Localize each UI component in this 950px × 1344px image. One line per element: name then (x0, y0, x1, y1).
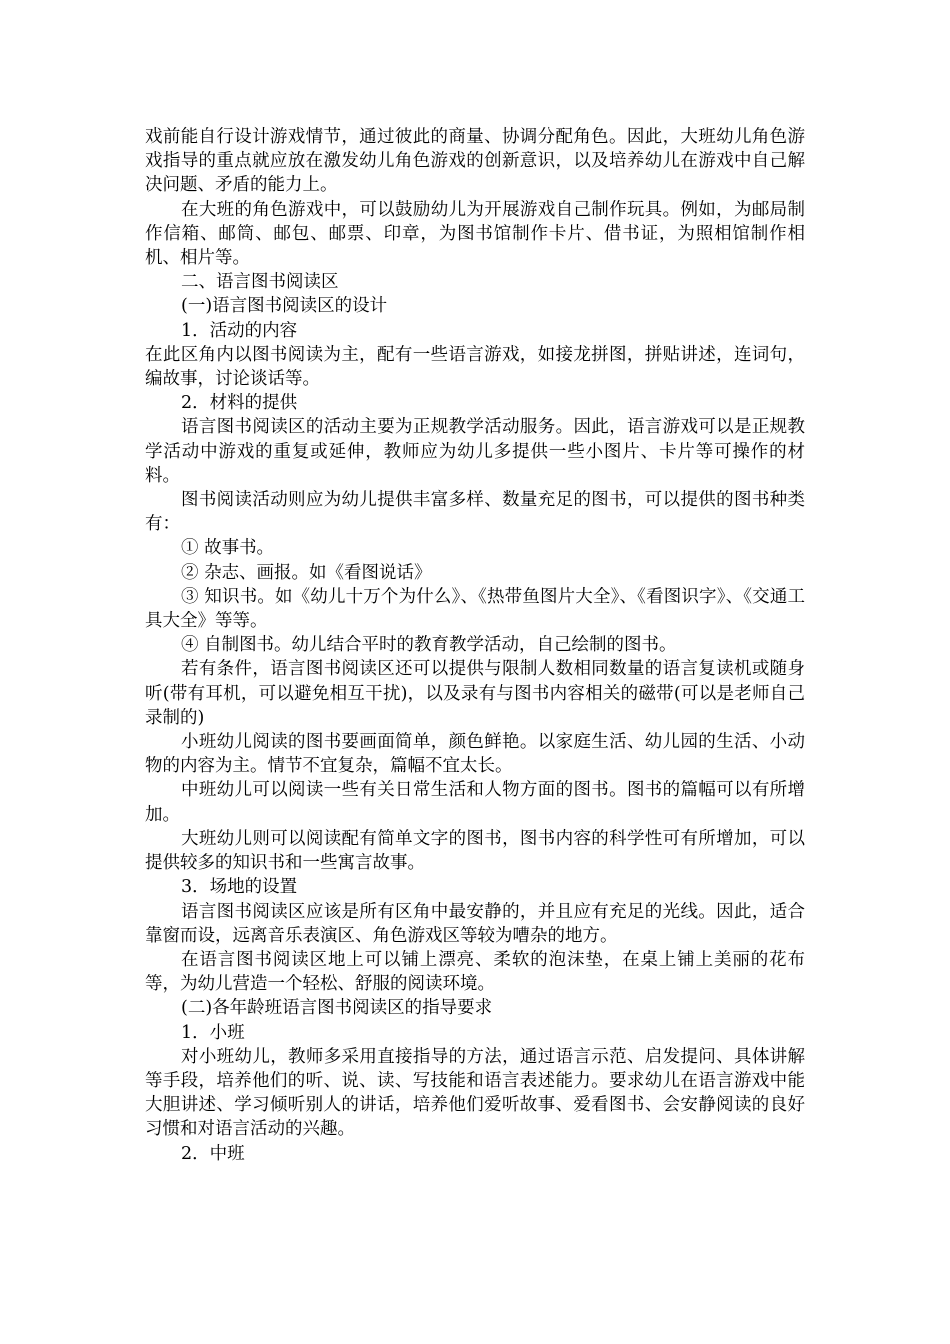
item-heading: 2．材料的提供 (181, 393, 298, 414)
paragraph: 大班幼儿则可以阅读配有简单文字的图书，图书内容的科学性可有所增加，可以提供较多的知识书和一些寓言故事。 (145, 828, 805, 874)
paragraph: 图书阅读活动则应为幼儿提供丰富多样、数量充足的图书，可以提供的图书种类有： (145, 490, 805, 535)
paragraph: 对小班幼儿，教师多采用直接指导的方法，通过语言示范、启发提问、具体讲解等手段，培养他们的听、说、读、写技能和语言表述能力。要求幼儿在语言游戏中能大胆讲述、学习倾听别人的讲话，培养他们爱听故事、爱看图书、会安静阅读的良好习惯和对语言活动的兴趣。 (145, 1046, 805, 1140)
document-body (145, 125, 805, 1166)
item-heading: 2．中班 (181, 1143, 245, 1164)
item-heading: 1．小班 (181, 1022, 245, 1043)
list-item: ① 故事书。 (181, 538, 275, 559)
paragraph: 若有条件，语言图书阅读区还可以提供与限制人数相同数量的语言复读机或随身听(带有耳机，可以避免相互干扰)，以及录有与图书内容相关的磁带(可以是老师自己录制的) (145, 659, 805, 728)
list-item: ② 杂志、画报。如《看图说话》 (181, 562, 432, 583)
paragraph: 小班幼儿阅读的图书要画面简单，颜色鲜艳。以家庭生活、幼儿园的生活、小动物的内容为主。情节不宜复杂，篇幅不宜太长。 (145, 732, 805, 777)
list-item: ④ 自制图书。幼儿结合平时的教育教学活动，自己绘制的图书。 (181, 635, 677, 656)
subsection-heading: (一)语言图书阅读区的设计 (181, 296, 388, 317)
paragraph: 语言图书阅读区应该是所有区角中最安静的，并且应有充足的光线。因此，适合靠窗而设，远离音乐表演区、角色游戏区等较为嘈杂的地方。 (145, 901, 805, 946)
paragraph: 在此区角内以图书阅读为主，配有一些语言游戏，如接龙拼图，拼贴讲述，连词句，编故事，讨论谈话等。 (145, 344, 805, 390)
section-heading: 二、语言图书阅读区 (181, 272, 339, 293)
paragraph: 在语言图书阅读区地上可以铺上漂亮、柔软的泡沫垫，在桌上铺上美丽的花布等，为幼儿营造一个轻松、舒服的阅读环境。 (145, 949, 805, 995)
paragraph: 在大班的角色游戏中，可以鼓励幼儿为开展游戏自己制作玩具。例如，为邮局制作信箱、邮筒、邮包、邮票、印章，为图书馆制作卡片、借书证，为照相馆制作相机、相片等。 (145, 199, 805, 269)
paragraph: 中班幼儿可以阅读一些有关日常生活和人物方面的图书。图书的篇幅可以有所增加。 (145, 780, 805, 825)
subsection-heading: (二)各年龄班语言图书阅读区的指导要求 (181, 998, 493, 1019)
item-heading: 3．场地的设置 (181, 877, 298, 898)
list-item: ③ 知识书。如《幼儿十万个为什么》、《热带鱼图片大全》、《看图识字》、《交通工具大全》等等。 (145, 586, 805, 632)
paragraph: 戏前能自行设计游戏情节，通过彼此的商量、协调分配角色。因此，大班幼儿角色游戏指导的重点就应放在激发幼儿角色游戏的创新意识，以及培养幼儿在游戏中自己解决问题、矛盾的能力上。 (145, 127, 805, 196)
item-heading: 1．活动的内容 (181, 320, 298, 341)
paragraph: 语言图书阅读区的活动主要为正规教学活动服务。因此，语言游戏可以是正规教学活动中游戏的重复或延伸，教师应为幼儿多提供一些小图片、卡片等可操作的材料。 (145, 417, 805, 486)
